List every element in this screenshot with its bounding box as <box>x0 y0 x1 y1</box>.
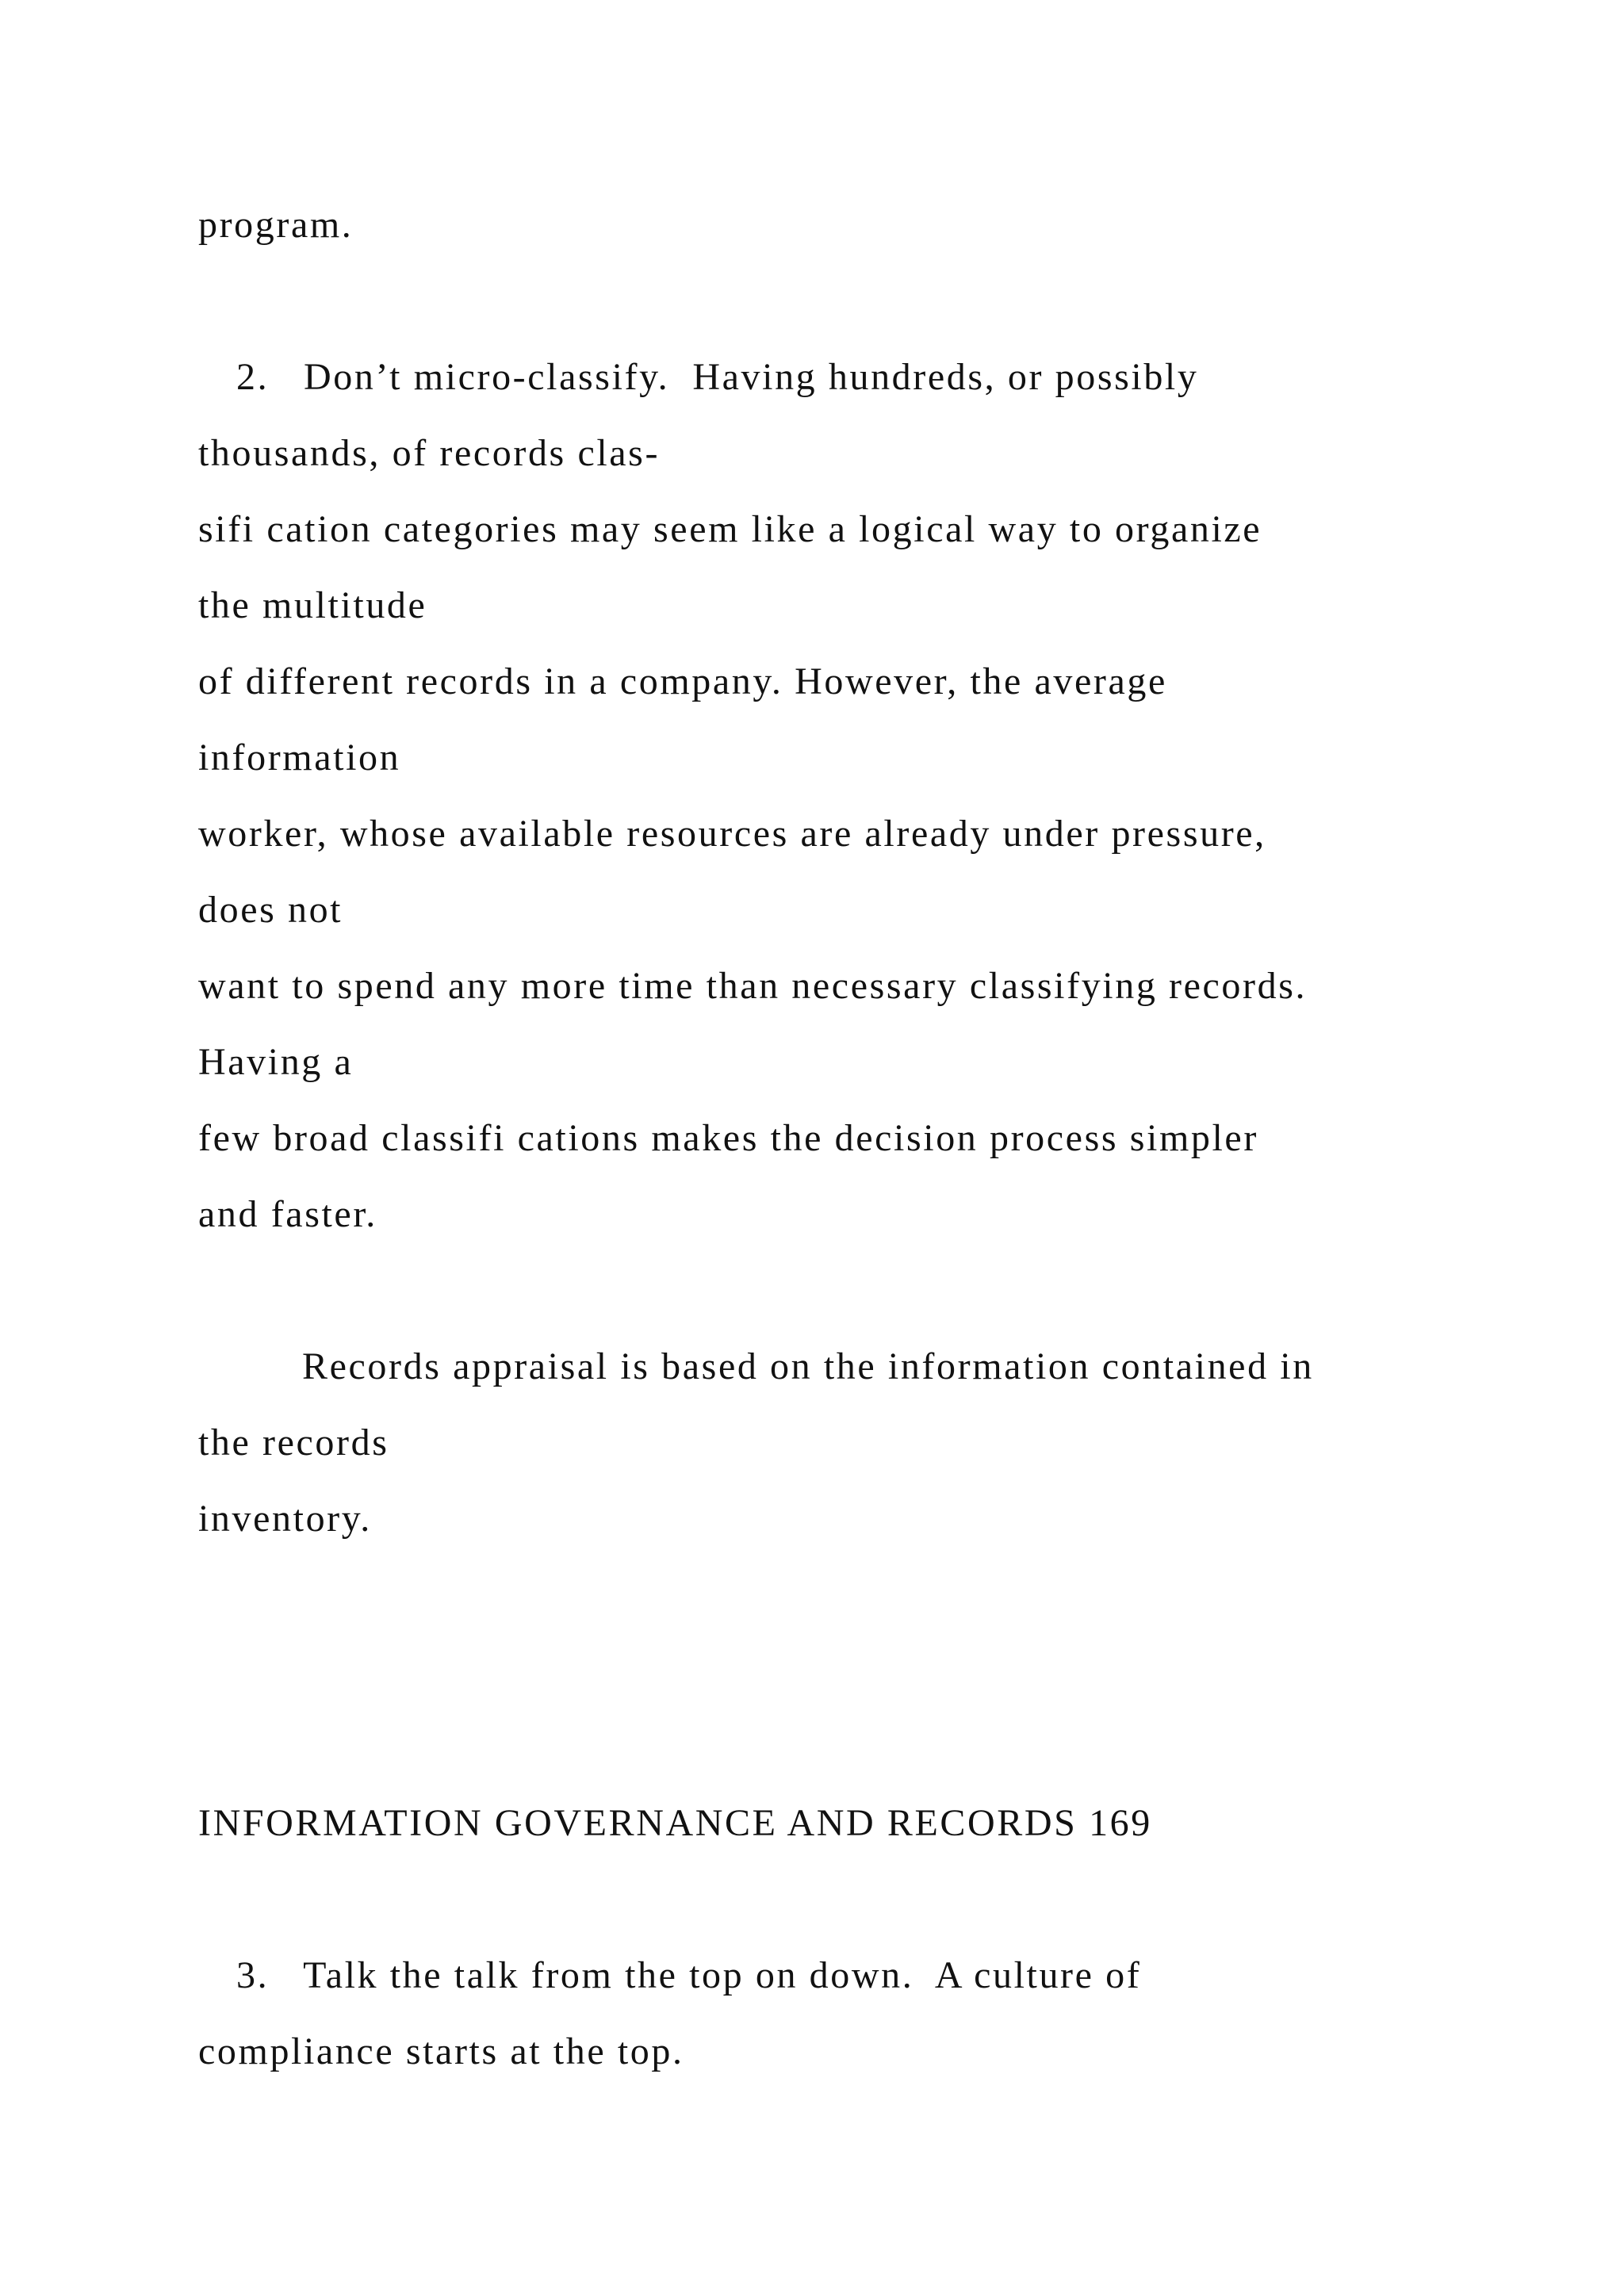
text-line: thousands, of records clas- <box>198 432 661 474</box>
text-line: worker, whose available resources are already under pressure, <box>198 813 1266 855</box>
list-item-3-line: 3. Talk the talk from the top on down. A culture of <box>236 1954 1142 1996</box>
text-line: inventory. <box>198 1498 372 1540</box>
text-line: compliance starts at the top. <box>198 2030 684 2072</box>
text-line: program. <box>198 204 354 246</box>
text-line: the multitude <box>198 584 427 626</box>
text-line: Having a <box>198 1041 354 1083</box>
list-item-2-line: 2. Don’t micro-classify. Having hundreds, or possibly <box>236 356 1199 398</box>
text-line: and faster. <box>198 1193 377 1235</box>
text-line: of different records in a company. However, the average <box>198 660 1167 702</box>
text-line: want to spend any more time than necessary classifying records. <box>198 965 1308 1007</box>
text-line: does not <box>198 889 343 931</box>
running-header: INFORMATION GOVERNANCE AND RECORDS 169 <box>198 1802 1152 1844</box>
text-line: sifi cation categories may seem like a logical way to organize <box>198 508 1262 550</box>
paragraph-indented-line: Records appraisal is based on the information contained in <box>302 1345 1314 1387</box>
text-line: information <box>198 737 401 779</box>
text-line: few broad classifi cations makes the decision process simpler <box>198 1117 1258 1159</box>
text-line: the records <box>198 1422 389 1464</box>
